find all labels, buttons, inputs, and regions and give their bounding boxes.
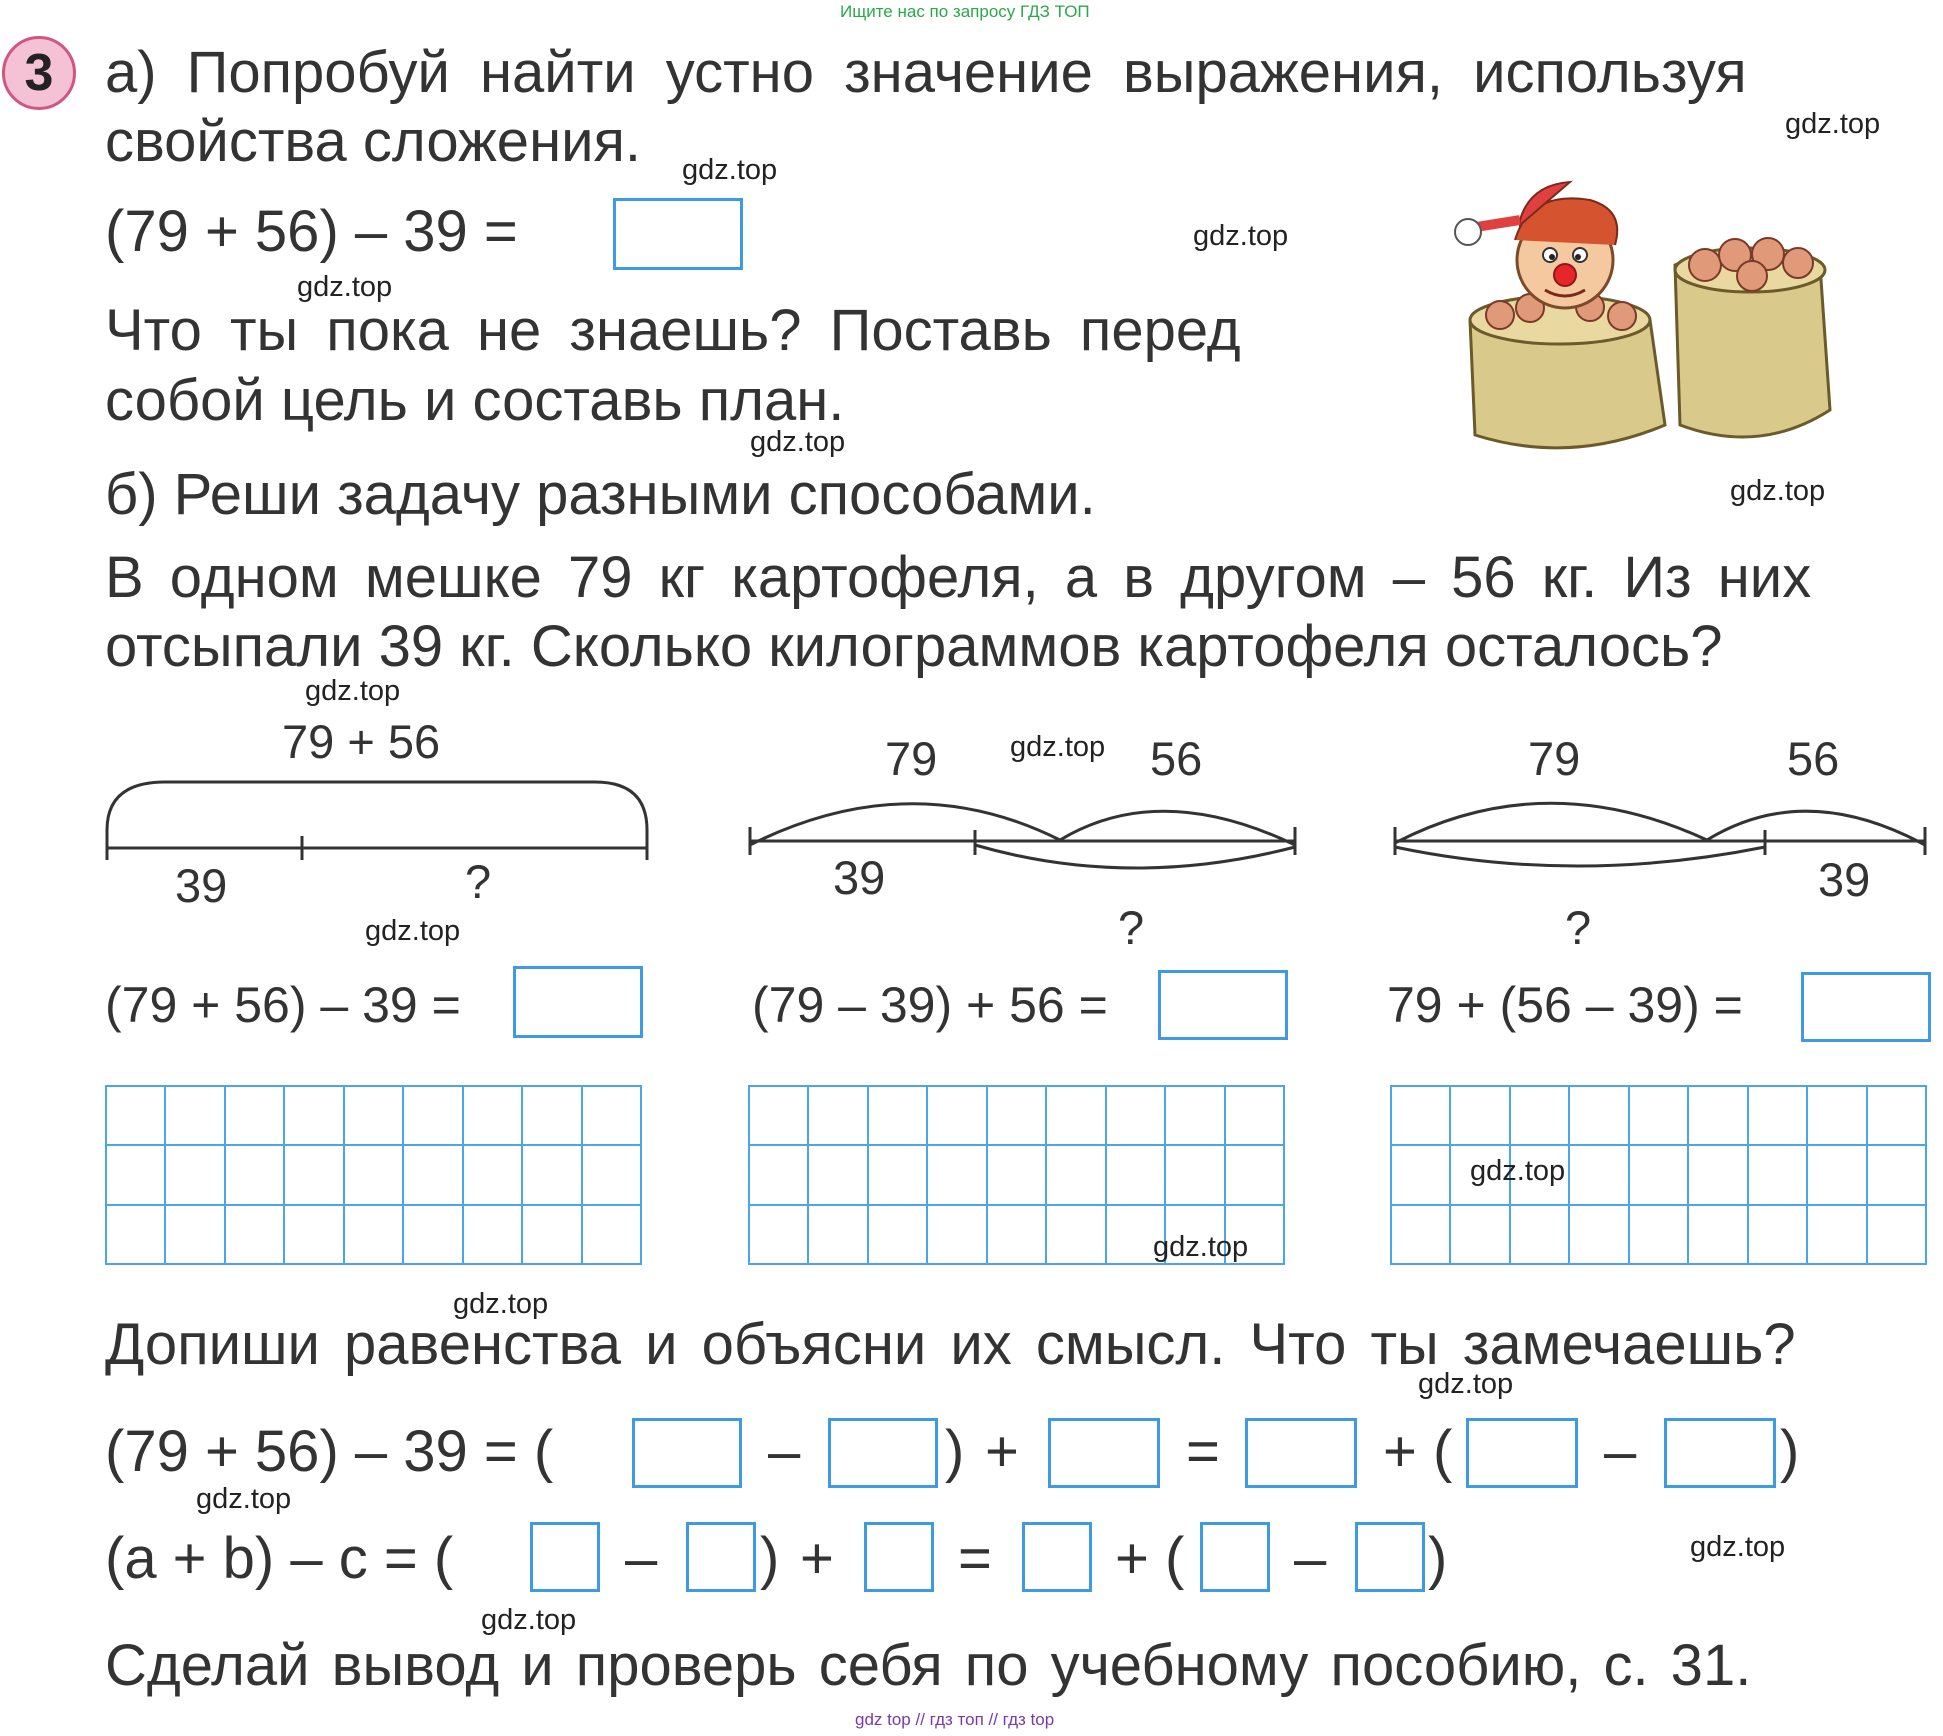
diagram1-top-label: 79 + 56 xyxy=(282,715,441,768)
clown-potato-sacks-illustration xyxy=(1440,180,1840,460)
header-note: Ищите нас по запросу ГДЗ ТОП xyxy=(840,2,1090,21)
diagram3-top-left: 79 xyxy=(1528,732,1581,785)
answer-box-1[interactable] xyxy=(613,198,743,270)
row2-equals: = xyxy=(958,1526,992,1591)
watermark: gdz.top xyxy=(1470,1155,1566,1187)
row1-equals: = xyxy=(1186,1419,1220,1484)
watermark: gdz.top xyxy=(1730,475,1826,507)
row2-start: (a + b) – c = ( xyxy=(105,1526,454,1591)
watermark: gdz.top xyxy=(365,915,461,947)
watermark: gdz.top xyxy=(305,675,401,707)
task-line1: В одном мешке 79 кг картофеля, а в другом – 56 кг. Из них xyxy=(105,545,1812,610)
row1-close-1: ) xyxy=(945,1419,965,1484)
watermark: gdz.top xyxy=(1418,1368,1514,1400)
watermark: gdz.top xyxy=(481,1604,577,1636)
watermark: gdz.top xyxy=(750,426,846,458)
exercise-number-badge: 3 xyxy=(2,36,76,110)
question-line1: Что ты пока не знаешь? Поставь перед xyxy=(105,298,1241,363)
segment-diagram-2 xyxy=(740,775,1300,890)
row2-box-2[interactable] xyxy=(686,1522,756,1592)
part-a-line1: а) Попробуй найти устно значение выражения, используя xyxy=(105,40,1747,105)
row1-plus-1: + xyxy=(985,1419,1019,1484)
task-line2: отсыпали 39 кг. Сколько килограммов картофеля осталось? xyxy=(105,614,1723,679)
watermark: gdz.top xyxy=(1690,1531,1786,1563)
row1-minus-2: – xyxy=(1604,1419,1637,1484)
completion-prompt: Допиши равенства и объясни их смысл. Что ты замечаешь? xyxy=(105,1312,1796,1377)
row1-box-5[interactable] xyxy=(1466,1418,1578,1488)
work-grid-1[interactable] xyxy=(105,1085,642,1265)
part-b: б) Реши задачу разными способами. xyxy=(105,462,1096,527)
row2-box-3[interactable] xyxy=(864,1522,934,1592)
diagram3-bottom-right: 39 xyxy=(1818,853,1871,906)
equation-1-answer[interactable] xyxy=(513,966,643,1038)
equation-1: (79 + 56) – 39 = xyxy=(105,977,461,1033)
row2-box-1[interactable] xyxy=(530,1522,600,1592)
row1-close-2: ) xyxy=(1780,1419,1800,1484)
expression-1: (79 + 56) – 39 = xyxy=(105,199,518,264)
row2-box-4[interactable] xyxy=(1022,1522,1092,1592)
row2-close-2: ) xyxy=(1428,1526,1448,1591)
row1-start: (79 + 56) – 39 = ( xyxy=(105,1419,554,1484)
conclusion: Сделай вывод и проверь себя по учебному пособию, с. 31. xyxy=(105,1633,1752,1698)
watermark: gdz.top xyxy=(682,154,778,186)
diagram1-right-label: ? xyxy=(465,855,492,908)
diagram3-question: ? xyxy=(1565,901,1592,954)
row1-open-plus: + ( xyxy=(1383,1419,1453,1484)
equation-2-answer[interactable] xyxy=(1158,970,1288,1040)
watermark: gdz.top xyxy=(1010,731,1106,763)
watermark: gdz.top xyxy=(297,271,393,303)
row1-box-3[interactable] xyxy=(1048,1418,1160,1488)
diagram2-top-right: 56 xyxy=(1150,732,1203,785)
part-a-line2: свойства сложения. xyxy=(105,109,642,174)
question-line2: собой цель и составь план. xyxy=(105,368,845,433)
diagram3-top-right: 56 xyxy=(1787,732,1840,785)
row2-box-6[interactable] xyxy=(1355,1522,1425,1592)
diagram2-question: ? xyxy=(1118,901,1145,954)
equation-2: (79 – 39) + 56 = xyxy=(752,977,1108,1033)
row1-box-4[interactable] xyxy=(1245,1418,1357,1488)
row1-box-1[interactable] xyxy=(632,1418,742,1488)
diagram2-bottom-left: 39 xyxy=(833,851,886,904)
row2-close-1: ) xyxy=(760,1526,780,1591)
row1-box-2[interactable] xyxy=(828,1418,938,1488)
row1-box-6[interactable] xyxy=(1664,1418,1776,1488)
watermark: gdz.top xyxy=(453,1288,549,1320)
row1-minus: – xyxy=(768,1419,801,1484)
watermark: gdz.top xyxy=(1785,108,1881,140)
diagram2-top-left: 79 xyxy=(885,732,938,785)
diagram1-left-label: 39 xyxy=(175,859,228,912)
watermark: gdz.top xyxy=(1153,1231,1249,1263)
row2-minus: – xyxy=(625,1526,658,1591)
row2-minus-2: – xyxy=(1294,1526,1327,1591)
equation-3-answer[interactable] xyxy=(1801,972,1931,1042)
equation-3: 79 + (56 – 39) = xyxy=(1387,977,1743,1033)
row2-plus: + xyxy=(800,1526,834,1591)
footer-note: gdz top // гдз топ // гдз top xyxy=(855,1710,1055,1729)
row2-box-5[interactable] xyxy=(1200,1522,1270,1592)
row2-open-plus: + ( xyxy=(1115,1526,1185,1591)
watermark: gdz.top xyxy=(1193,220,1289,252)
watermark: gdz.top xyxy=(196,1483,292,1515)
